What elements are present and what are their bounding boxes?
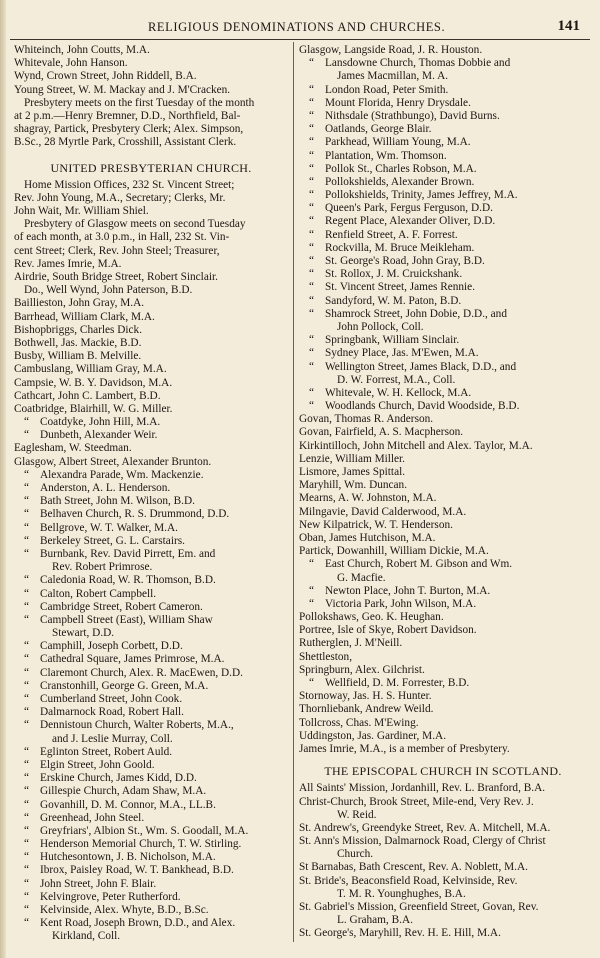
directory-line-text: Alexandra Parade, Wm. Mackenzie. [40,468,204,481]
directory-line-text: Bath Street, John M. Wilson, B.D. [40,495,195,508]
directory-line [14,667,288,680]
ditto-mark: “ [309,677,315,689]
ditto-mark: “ [24,838,30,851]
ditto-mark: “ [309,123,315,136]
ditto-mark: “ [309,83,315,96]
directory-line-text: Campbell Street (East), William Shaw [40,613,213,626]
directory-line [14,825,288,838]
directory-line [299,84,587,97]
directory-line: Rev. James Imrie, M.A. [14,257,122,270]
directory-line-text: Kelvinside, Alex. Whyte, B.D., B.Sc. [40,904,209,916]
directory-line-text: Nithsdale (Strathbungo), David Burns. [325,109,500,122]
directory-line [14,891,288,904]
directory-line: Whiteinch, John Coutts, M.A. [14,44,150,56]
directory-line [14,574,288,587]
directory-line [14,799,288,812]
ditto-mark: “ [309,109,315,122]
directory-line [299,176,587,189]
ditto-mark: “ [309,360,315,373]
directory-line-text: Dalmarnock Road, Robert Hall. [40,706,184,719]
directory-line: Cathcart, John C. Lambert, B.D. [14,389,161,402]
directory-line [299,136,587,149]
directory-line: Kirkland, Coll. [52,930,121,943]
directory-line-text: Caledonia Road, W. R. Thomson, B.D. [40,574,216,587]
ditto-mark: “ [24,745,30,758]
directory-line: Coatbridge, Blairhill, W. G. Miller. [14,402,173,415]
directory-line [299,255,587,268]
directory-line-text: London Road, Peter Smith. [325,83,449,96]
directory-line: Whitevale, John Hanson. [14,57,128,70]
ditto-mark: “ [309,347,315,360]
directory-line: Maryhill, Wm. Duncan. [299,479,408,492]
ditto-mark: “ [24,811,30,824]
directory-line-text: Kent Road, Joseph Brown, D.D., and Alex. [40,917,236,930]
directory-line: Shettleston, [299,650,353,663]
ditto-mark: “ [24,416,30,429]
directory-line-text: Wellington Street, James Black, D.D., and [325,360,517,373]
directory-line: Rev. Robert Primrose. [52,561,153,574]
directory-line-text: Bellgrove, W. T. Walker, M.A. [40,521,178,534]
directory-line-text: Ibrox, Paisley Road, W. T. Bankhead, B.D. [40,864,234,877]
directory-line: Church. [337,848,374,861]
directory-line: Young Street, W. M. Mackay and J. M'Cracken. [14,83,231,96]
directory-line [299,189,587,202]
directory-line: B.Sc., 28 Myrtle Park, Crosshill, Assistant Clerk. [14,136,237,149]
ditto-mark: “ [24,587,30,600]
directory-line-text: Queen's Park, Fergus Ferguson, D.D. [325,202,493,215]
directory-line: L. Graham, B.A. [337,914,413,927]
ditto-mark: “ [24,890,30,903]
directory-line: New Kilpatrick, W. T. Henderson. [299,518,453,531]
directory-line-text: Dunbeth, Alexander Weir. [40,429,158,442]
directory-line: Airdrie, South Bridge Street, Robert Sinclair. [14,271,218,283]
directory-line [14,522,288,535]
directory-line-text: Parkhead, William Young, M.A. [325,136,471,149]
ditto-mark: “ [24,429,30,442]
directory-line [299,677,587,690]
directory-line: G. Macfie. [337,571,386,584]
directory-line [299,334,587,347]
directory-line [14,772,288,785]
directory-line-text: Lansdowne Church, Thomas Dobbie and [325,57,511,70]
directory-line [299,110,587,123]
directory-line-text: Sydney Place, Jas. M'Ewen, M.A. [325,347,479,360]
directory-line: Mearns, A. W. Johnston, M.A. [299,492,437,505]
directory-line-text: Sandyford, W. M. Paton, B.D. [325,294,462,307]
directory-line: Glasgow, Langside Road, J. R. Houston. [299,44,483,56]
directory-line: and J. Leslie Murray, Coll. [52,732,173,745]
directory-line-text: Burnbank, Rev. David Pirrett, Em. and [40,547,216,560]
directory-line [299,202,587,215]
ditto-mark: “ [309,400,315,413]
directory-line [14,548,288,561]
directory-line [299,123,587,136]
directory-line: Glasgow, Albert Street, Alexander Brunton. [14,455,212,468]
directory-line-text: Cumberland Street, John Cook. [40,693,183,705]
ditto-mark: “ [309,558,315,571]
directory-line: Pollokshaws, Geo. K. Heughan. [299,611,444,624]
directory-line [299,215,587,228]
ditto-mark: “ [24,468,30,481]
directory-line: Do., Well Wynd, John Paterson, B.D. [24,284,193,297]
directory-line [14,495,288,508]
directory-line [299,361,587,374]
directory-line: of each month, at 3.0 p.m., in Hall, 232 St. Vin- [14,231,230,244]
ditto-mark: “ [309,334,315,347]
directory-line: shagray, Partick, Presbytery Clerk; Alex. Simpson, [14,123,244,136]
directory-line [14,759,288,772]
directory-line: Home Mission Offices, 232 St. Vincent Street; [24,178,235,191]
directory-line [299,150,587,163]
directory-line [299,57,587,70]
directory-line-text: Pollok St., Charles Robson, M.A. [325,162,477,175]
ditto-mark: “ [309,584,315,597]
directory-line [299,347,587,360]
ditto-mark: “ [24,864,30,877]
directory-line-text: Shamrock Street, John Dobie, D.D., and [325,307,507,320]
directory-line: Oban, James Hutchison, M.A. [299,531,436,544]
section-heading: UNITED PRESBYTERIAN CHURCH. [50,160,252,175]
directory-line-text: Claremont Church, Alex. R. MacEwen, D.D. [40,666,243,679]
directory-line [14,614,288,627]
ditto-mark: “ [24,508,30,521]
directory-line [299,163,587,176]
directory-line: cent Street; Clerk, Rev. John Steel; Treasurer, [14,244,220,257]
ditto-mark: “ [24,851,30,864]
directory-line: St. George's, Maryhill, Rev. H. E. Hill, M.A. [299,927,501,940]
ditto-mark: “ [309,281,315,294]
directory-line-text: Kelvingrove, Peter Rutherford. [40,890,181,903]
directory-line [299,558,587,571]
directory-line-text: Belhaven Church, R. S. Drummond, D.D. [40,508,230,521]
ditto-mark: “ [309,307,315,320]
ditto-mark: “ [24,613,30,626]
directory-line [14,904,288,917]
directory-line [14,535,288,548]
ditto-mark: “ [24,534,30,547]
directory-line-text: Greenhead, John Steel. [40,811,145,824]
directory-line-text: Regent Place, Alexander Oliver, D.D. [325,215,496,228]
ditto-mark: “ [24,679,30,692]
directory-line-text: Victoria Park, John Wilson, M.A. [325,597,477,610]
directory-line-text: St. George's Road, John Gray, B.D. [325,255,485,267]
directory-line [14,812,288,825]
directory-line: Bishopbriggs, Charles Dick. [14,323,143,336]
directory-line [299,585,587,598]
directory-line: at 2 p.m.—Henry Bremner, D.D., Northfield, Bal- [14,109,241,122]
directory-line: Partick, Dowanhill, William Dickie, M.A. [299,545,489,558]
directory-line-text: Cranstonhill, George G. Green, M.A. [40,679,209,692]
directory-line [299,308,587,321]
ditto-mark: “ [24,877,30,890]
directory-line: Christ-Church, Brook Street, Mile-end, Very Rev. J. [299,795,534,808]
directory-line: John Wait, Mr. William Shiel. [14,205,149,218]
directory-line-text: Camphill, Joseph Corbett, D.D. [40,640,183,653]
right-column [299,44,587,941]
ditto-mark: “ [309,96,315,109]
running-head-title: RELIGIOUS DENOMINATIONS AND CHURCHES. [148,20,446,34]
directory-line-text: Eglinton Street, Robert Auld. [40,745,173,758]
ditto-mark: “ [24,574,30,587]
page-edge [0,0,6,958]
ditto-mark: “ [309,149,315,162]
directory-line: D. W. Forrest, M.A., Coll. [337,373,456,386]
ditto-mark: “ [24,693,30,705]
ditto-mark: “ [309,189,315,202]
directory-line-text: Renfield Street, A. F. Forrest. [325,228,458,241]
directory-line-text: Oatlands, George Blair. [325,123,432,136]
column-divider [293,42,294,942]
directory-line: Campsie, W. B. Y. Davidson, M.A. [14,376,173,389]
ditto-mark: “ [309,294,315,307]
directory-line-text: Anderston, A. L. Henderson. [40,482,171,494]
directory-line: Rutherglen, J. M'Neill. [299,637,403,650]
directory-line: Presbytery of Glasgow meets on second Tuesday [24,218,246,231]
directory-line-text: East Church, Robert M. Gibson and Wm. [325,558,513,571]
directory-line: St. Bride's, Beaconsfield Road, Kelvinside, Rev. [299,874,518,887]
directory-line [14,416,288,429]
directory-line: James Macmillan, M. A. [337,70,449,83]
ditto-mark: “ [24,719,30,732]
header-rule [10,39,590,40]
directory-line: Milngavie, David Calderwood, M.A. [299,505,467,518]
directory-line [299,598,587,611]
directory-line-text: Mount Florida, Henry Drysdale. [325,96,471,109]
directory-line [14,746,288,759]
ditto-mark: “ [309,255,315,267]
ditto-mark: “ [24,600,30,613]
directory-line [299,400,587,413]
directory-line-text: Newton Place, John T. Burton, M.A. [325,584,491,597]
directory-line-text: St. Rollox, J. M. Cruickshank. [325,268,463,281]
directory-line: Thornliebank, Andrew Weild. [299,703,434,716]
ditto-mark: “ [24,482,30,494]
directory-line: St Barnabas, Bath Crescent, Rev. A. Noblett, M.A. [299,861,528,874]
directory-line [14,851,288,864]
directory-line-text: Berkeley Street, G. L. Carstairs. [40,534,185,547]
directory-line: Cambuslang, William Gray, M.A. [14,363,167,376]
directory-line: Barrhead, William Clark, M.A. [14,310,155,323]
directory-line: Lismore, James Spittal. [299,466,406,478]
directory-line: Bothwell, Jas. Mackie, B.D. [14,336,142,349]
directory-line [14,429,288,442]
directory-line [299,97,587,110]
section-heading: THE EPISCOPAL CHURCH IN SCOTLAND. [324,764,562,779]
ditto-mark: “ [309,386,315,399]
directory-line-text: Erskine Church, James Kidd, D.D. [40,772,197,785]
directory-line: Eaglesham, W. Steedman. [14,442,132,455]
ditto-mark: “ [24,640,30,653]
directory-line-text: Cambridge Street, Robert Cameron. [40,600,203,613]
directory-line: Govan, Thomas R. Anderson. [299,413,434,426]
directory-line-text: Woodlands Church, David Woodside, B.D. [325,400,520,413]
ditto-mark: “ [24,772,30,785]
directory-line: Busby, William B. Melville. [14,350,142,363]
directory-line: St. Ann's Mission, Dalmarnock Road, Clergy of Christ [299,835,546,848]
directory-line [14,719,288,732]
directory-line: Presbytery meets on the first Tuesday of the month [24,96,255,109]
ditto-mark: “ [24,521,30,534]
page-number: 141 [557,18,580,34]
directory-line-text: Wellfield, D. M. Forrester, B.D. [325,677,470,689]
directory-line [14,508,288,521]
directory-line [299,281,587,294]
directory-line: Uddingston, Jas. Gardiner, M.A. [299,729,447,742]
directory-line-text: Calton, Robert Campbell. [40,587,157,600]
directory-line-text: Rockvilla, M. Bruce Meikleham. [325,241,475,254]
ditto-mark: “ [309,175,315,188]
directory-line [14,864,288,877]
ditto-mark: “ [24,758,30,771]
directory-line-text: John Street, John F. Blair. [40,877,157,890]
directory-line [14,706,288,719]
ditto-mark: “ [309,597,315,610]
ditto-mark: “ [24,798,30,811]
directory-line-text: Elgin Street, John Goold. [40,758,155,771]
directory-line-text: Henderson Memorial Church, T. W. Stirling. [40,838,242,851]
directory-line-text: Whitevale, W. H. Kellock, M.A. [325,386,472,399]
ditto-mark: “ [309,162,315,175]
ditto-mark: “ [24,547,30,560]
ditto-mark: “ [309,136,315,149]
ditto-mark: “ [309,57,315,70]
directory-line [299,295,587,308]
ditto-mark: “ [24,785,30,798]
directory-line-text: St. Vincent Street, James Rennie. [325,281,476,294]
ditto-mark: “ [309,228,315,241]
directory-line [14,653,288,666]
directory-line-text: Greyfriars', Albion St., Wm. S. Goodall, M.A. [40,824,249,837]
directory-line: Springburn, Alex. Gilchrist. [299,663,425,676]
directory-line: T. M. R. Younghughes, B.A. [337,887,466,900]
ditto-mark: “ [24,495,30,508]
directory-line: John Pollock, Coll. [337,320,424,333]
directory-line: Tollcross, Chas. M'Ewing. [299,716,419,729]
ditto-mark: “ [24,666,30,679]
directory-line-text: Pollokshields, Trinity, James Jeffrey, M.A. [325,189,518,202]
directory-line [14,693,288,706]
ditto-mark: “ [24,706,30,719]
directory-line: Kirkintilloch, John Mitchell and Alex. Taylor, M.A. [299,439,533,452]
ditto-mark: “ [309,215,315,228]
left-column [14,44,288,944]
directory-line [14,640,288,653]
directory-line [14,785,288,798]
ditto-mark: “ [309,268,315,281]
directory-line: Baillieston, John Gray, M.A. [14,297,145,310]
ditto-mark: “ [309,241,315,254]
directory-line: Stornoway, Jas. H. S. Hunter. [299,690,432,703]
directory-line: Govan, Fairfield, A. S. Macpherson. [299,426,464,439]
directory-line-text: Pollokshields, Alexander Brown. [325,175,475,188]
directory-line [299,229,587,242]
directory-line-text: Plantation, Wm. Thomson. [325,149,447,162]
ditto-mark: “ [309,202,315,215]
directory-line [14,878,288,891]
directory-line: Wynd, Crown Street, John Riddell, B.A. [14,70,197,83]
directory-line [299,387,587,400]
directory-line: Portree, Isle of Skye, Robert Davidson. [299,624,477,637]
directory-line: All Saints' Mission, Jordanhill, Rev. L. Branford, B.A. [299,782,546,795]
directory-line: Rev. John Young, M.A., Secretary; Clerks, Mr. [14,191,226,204]
directory-line [14,482,288,495]
directory-line-text: Gillespie Church, Adam Shaw, M.A. [40,785,207,798]
directory-line: Stewart, D.D. [52,627,115,640]
directory-line: St. Gabriel's Mission, Greenfield Street, Govan, Rev. [299,901,539,913]
directory-line: James Imrie, M.A., is a member of Presbytery. [299,742,510,755]
directory-line-text: Hutchesontown, J. B. Nicholson, M.A. [40,851,216,864]
directory-line: St. Andrew's, Greendyke Street, Rev. A. Mitchell, M.A. [299,821,551,834]
directory-line [14,601,288,614]
directory-line-text: Govanhill, D. M. Connor, M.A., LL.B. [40,798,216,811]
ditto-mark: “ [24,917,30,930]
ditto-mark: “ [24,904,30,916]
directory-line [299,268,587,281]
directory-line [14,680,288,693]
directory-line [14,469,288,482]
ditto-mark: “ [24,653,30,666]
ditto-mark: “ [24,824,30,837]
directory-line: W. Reid. [337,808,377,821]
directory-line [14,838,288,851]
directory-line [299,242,587,255]
directory-line-text: Cathedral Square, James Primrose, M.A. [40,653,225,666]
running-head [20,18,580,38]
directory-line-text: Dennistoun Church, Walter Roberts, M.A., [40,719,234,732]
directory-line [14,917,288,930]
directory-line-text: Coatdyke, John Hill, M.A. [40,416,161,429]
directory-line: Lenzie, William Miller. [299,452,406,465]
directory-line-text: Springbank, William Sinclair. [325,334,460,347]
directory-line [14,588,288,601]
